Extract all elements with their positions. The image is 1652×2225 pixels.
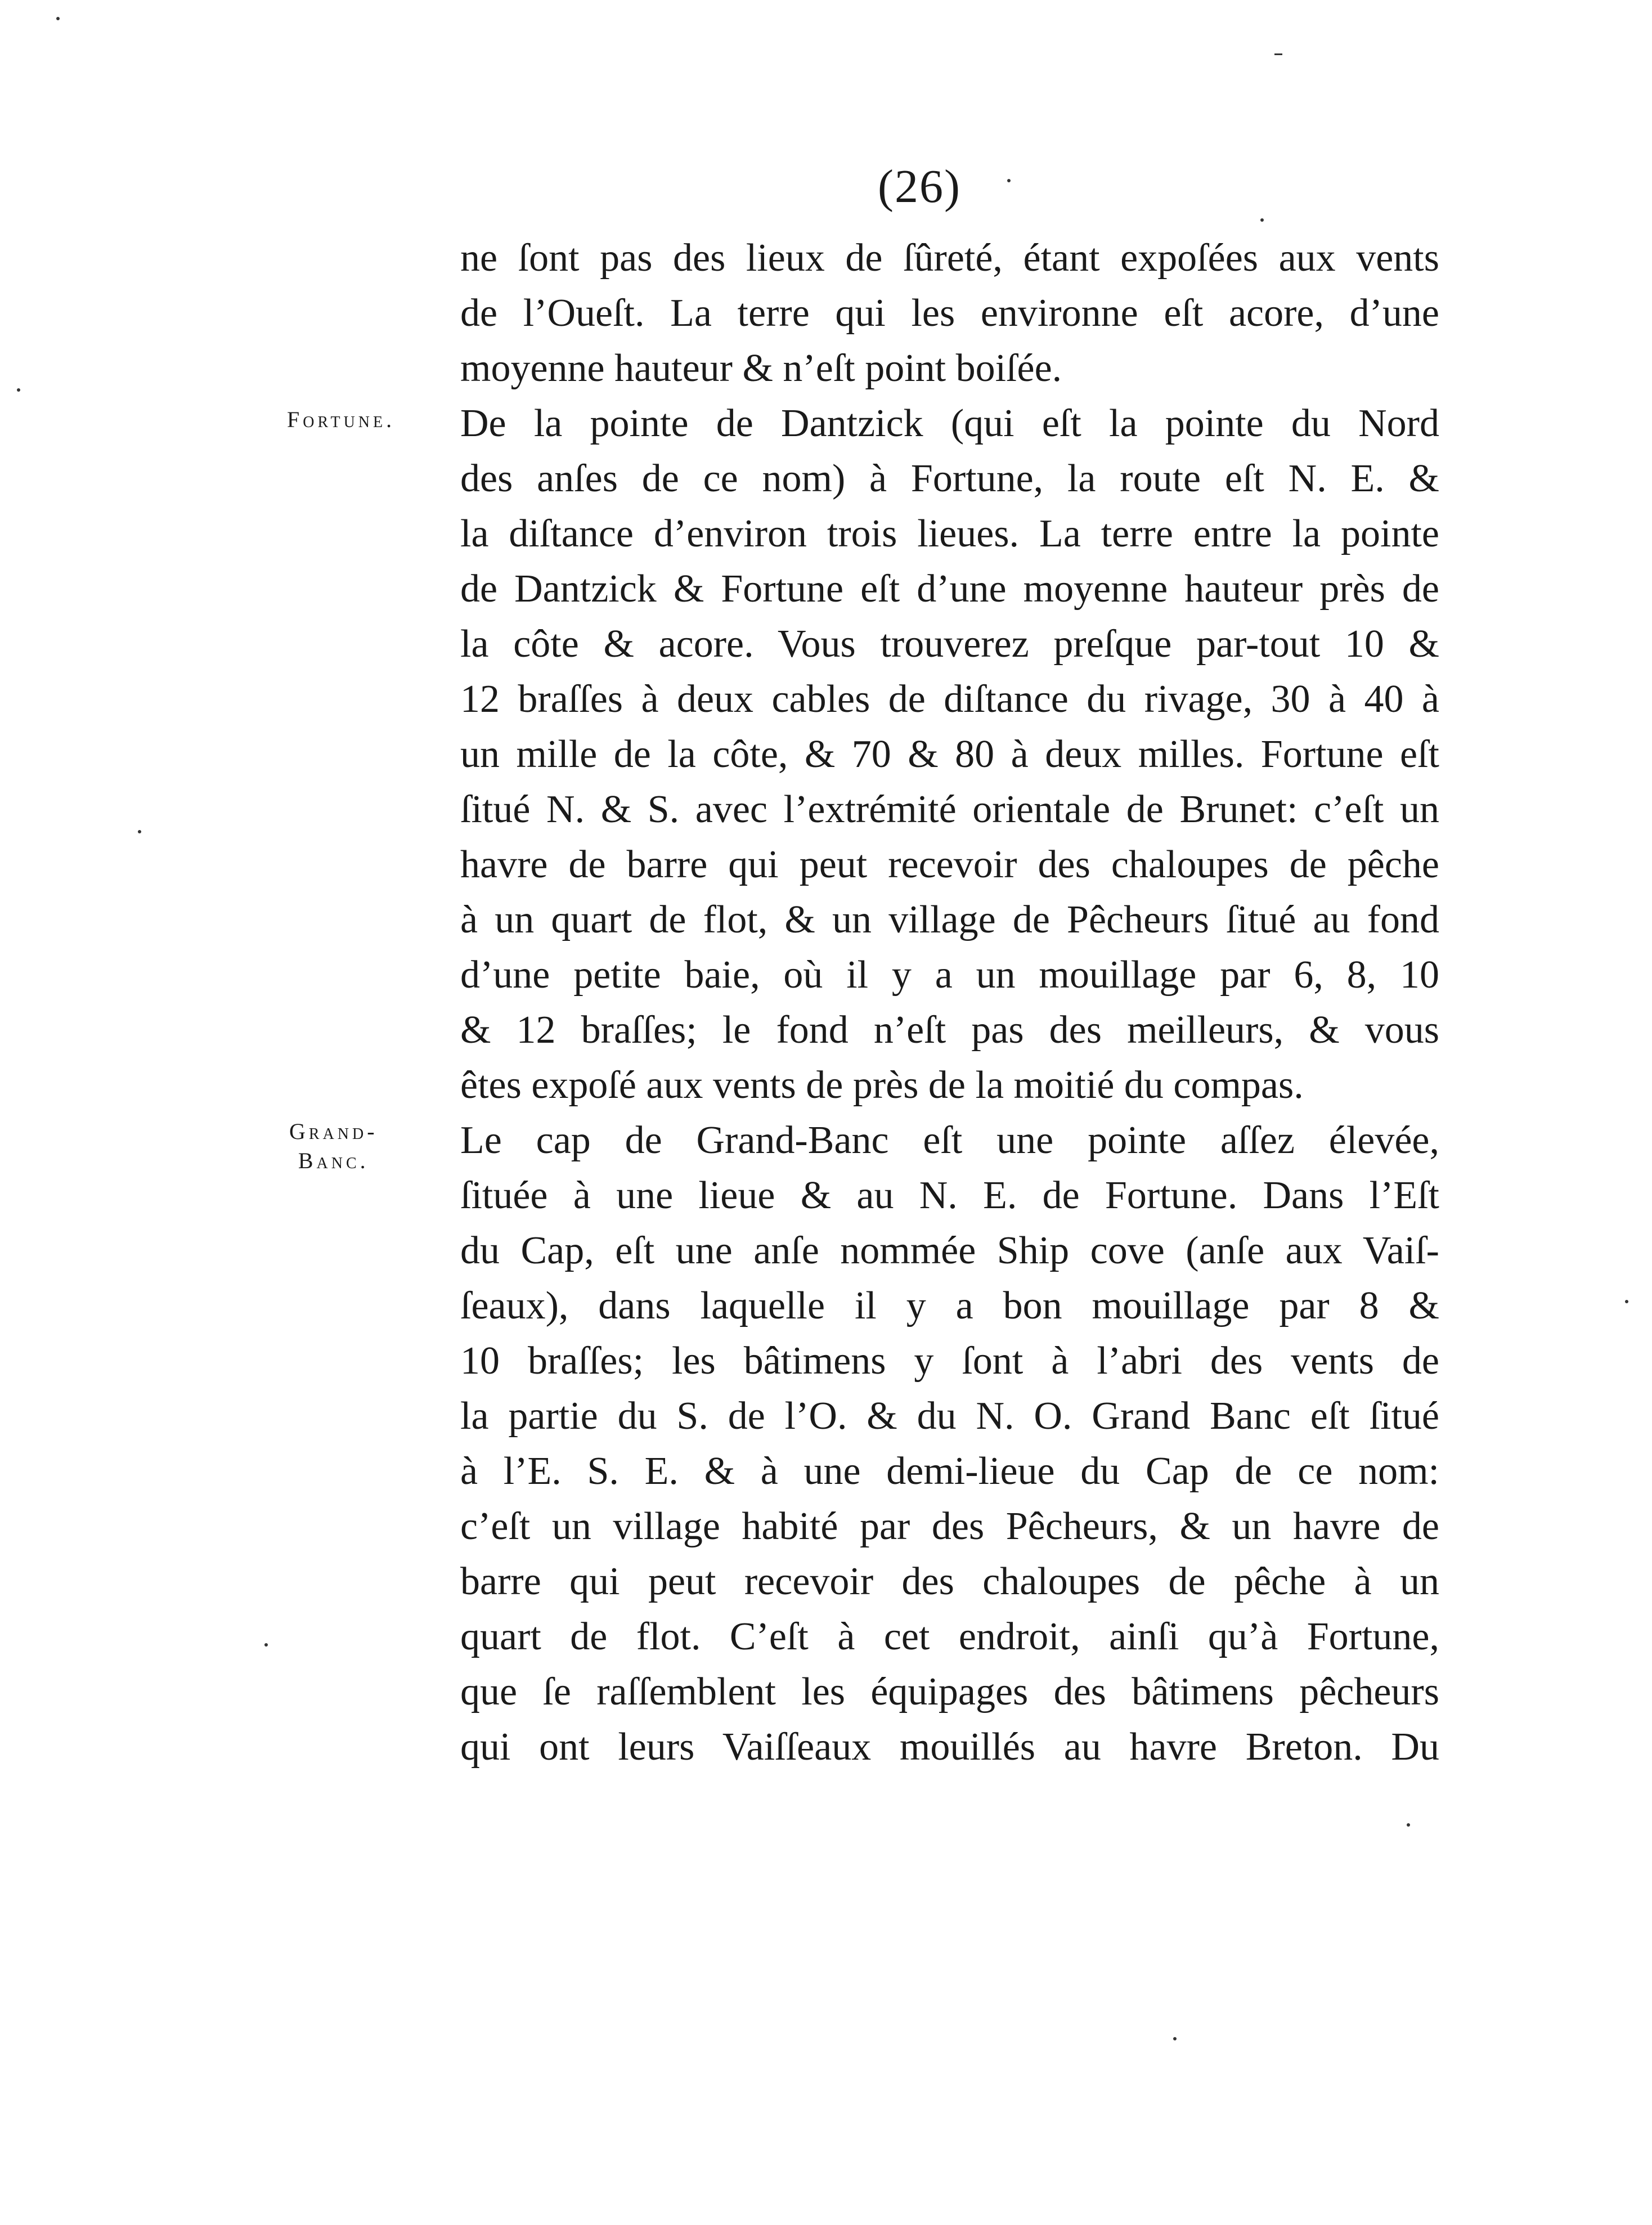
margin-note-grand-banc <box>289 1117 378 1176</box>
text-line: De la pointe de Dantzick (qui eſt la pointe du Nord <box>460 402 1439 445</box>
body-text <box>460 231 1439 1775</box>
text-line: la côte & acore. Vous trouverez preſque par-tout 10 & <box>460 622 1439 666</box>
text-line: d’une petite baie, où il y a un mouillage par 6, 8, 10 <box>460 953 1439 997</box>
scan-speck <box>1274 53 1282 55</box>
text-line: de l’Oueſt. La terre qui les environne eſt acore, d’une <box>460 291 1439 335</box>
scan-speck <box>1260 218 1264 222</box>
text-line: 12 braſſes à deux cables de diſtance du rivage, 30 à 40 à <box>460 678 1439 721</box>
text-line: havre de barre qui peut recevoir des chaloupes de pêche <box>460 843 1439 886</box>
text-line: de Dantzick & Fortune eſt d’une moyenne hauteur près de <box>460 567 1439 611</box>
scan-speck <box>264 1643 268 1647</box>
text-line: ne ſont pas des lieux de ſûreté, étant expoſées aux vents <box>460 236 1439 280</box>
text-line: que ſe raſſemblent les équipages des bâtimens pêcheurs <box>460 1670 1439 1713</box>
text-line: du Cap, eſt une anſe nommée Ship cove (anſe aux Vaiſ- <box>460 1229 1439 1272</box>
text-line: & 12 braſſes; le fond n’eſt pas des meilleurs, & vous <box>460 1008 1439 1052</box>
text-line: la diſtance d’environ trois lieues. La terre entre la pointe <box>460 512 1439 555</box>
scan-speck <box>1625 1300 1628 1303</box>
text-line: à un quart de flot, & un village de Pêcheurs ſitué au fond <box>460 898 1439 941</box>
text-line: ſitué N. & S. avec l’extrémité orientale de Brunet: c’eſt un <box>460 788 1439 831</box>
text-line: êtes expoſé aux vents de près de la moitié du compas. <box>460 1064 1304 1107</box>
text-line: moyenne hauteur & n’eſt point boiſée. <box>460 347 1062 390</box>
text-line: à l’E. S. E. & à une demi-lieue du Cap de ce nom: <box>460 1450 1439 1493</box>
margin-note-grand-banc-line2: Banc. <box>298 1148 369 1173</box>
text-line: barre qui peut recevoir des chaloupes de pêche à un <box>460 1560 1439 1603</box>
scan-speck <box>1407 1823 1410 1827</box>
text-line: 10 braſſes; les bâtimens y ſont à l’abri des vents de <box>460 1339 1439 1383</box>
text-line: qui ont leurs Vaiſſeaux mouillés au havre Breton. Du <box>460 1725 1439 1769</box>
margin-note-fortune: Fortune. <box>287 407 396 432</box>
text-line: un mille de la côte, & 70 & 80 à deux milles. Fortune eſt <box>460 733 1439 776</box>
scan-speck <box>138 830 141 833</box>
text-line: la partie du S. de l’O. & du N. O. Grand Banc eſt ſitué <box>460 1394 1439 1438</box>
scan-speck <box>17 388 20 392</box>
scan-speck <box>56 17 60 20</box>
text-line: ſituée à une lieue & au N. E. de Fortune. Dans l’Eſt <box>460 1174 1439 1217</box>
text-line: ſeaux), dans laquelle il y a bon mouillage par 8 & <box>460 1284 1439 1327</box>
page-number: (26) <box>878 160 961 213</box>
scan-speck <box>1007 179 1011 182</box>
text-line: des anſes de ce nom) à Fortune, la route eſt N. E. & <box>460 457 1439 500</box>
margin-note-grand-banc-line1: Grand- <box>289 1119 378 1144</box>
text-line: c’eſt un village habité par des Pêcheurs, & un havre de <box>460 1505 1439 1548</box>
text-line: Le cap de Grand-Banc eſt une pointe aſſez élevée, <box>460 1119 1439 1162</box>
text-line: quart de flot. C’eſt à cet endroit, ainſi qu’à Fortune, <box>460 1615 1439 1658</box>
scan-speck <box>1173 2037 1177 2040</box>
